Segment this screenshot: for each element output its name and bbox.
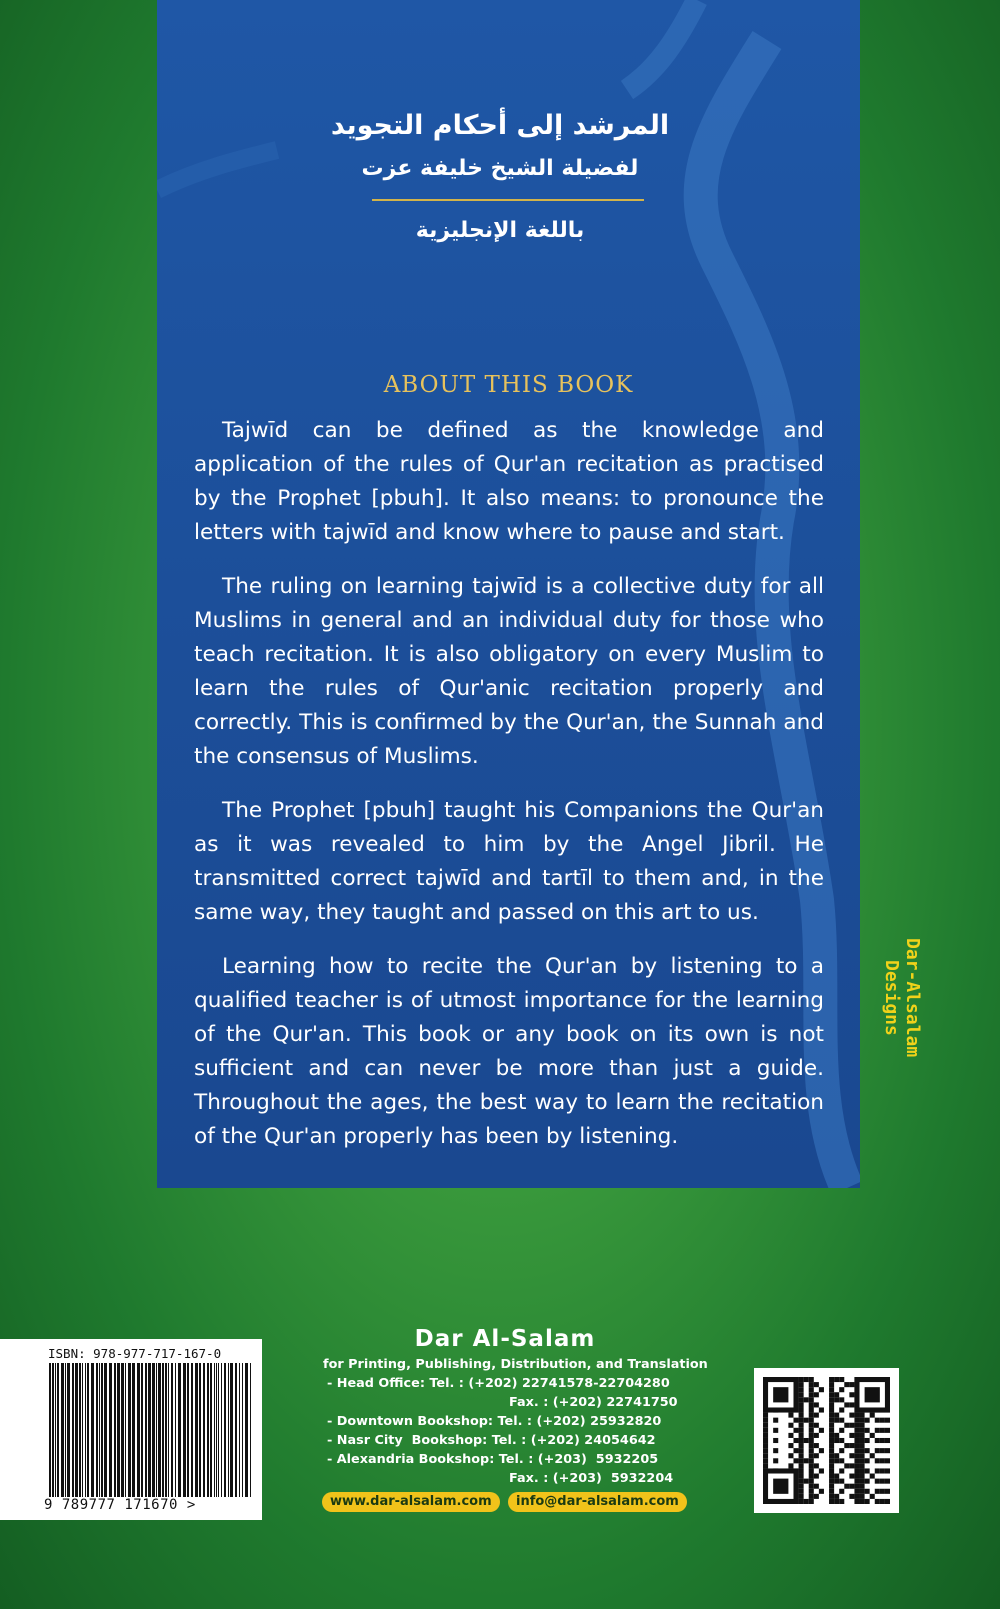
contact-line: Fax. : (+202) 22741750 <box>509 1395 678 1410</box>
isbn-label: ISBN: 978-977-717-167-0 <box>48 1346 222 1361</box>
barcode-digits: 9 789777 171670 > <box>44 1497 196 1513</box>
contact-line: - Downtown Bookshop: Tel. : (+202) 25932820 <box>327 1414 662 1429</box>
barcode-icon <box>47 1363 255 1497</box>
about-paragraph: The Prophet [pbuh] taught his Companions the Qur'an as it was revealed to him by the Angel Jibril. He transmitted correct tajwīd and tartīl to them and, in the same way, they taught and passed on this art to us. <box>194 798 824 925</box>
about-paragraph: Learning how to recite the Qur'an by listening to a qualified teacher is of utmost importance for the learning of the Qur'an. This book or any book on its own is not sufficient and can never be more than just a guide. Throughout the ages, the best way to learn the recitation of the Qur'an properly has been by listening. <box>194 954 824 1149</box>
about-heading: ABOUT THIS BOOK <box>383 372 634 398</box>
contact-line: - Nasr City Bookshop: Tel. : (+202) 24054642 <box>327 1433 656 1448</box>
arabic-title: المرشد إلى أحكام التجويد <box>330 110 670 141</box>
about-paragraph: Tajwīd can be defined as the knowledge and application of the rules of Qur'an recitation as practised by the Prophet [pbuh]. It also means: to pronounce the letters with tajwīd and know where to pause and start. <box>194 418 824 545</box>
contact-line: - Alexandria Bookshop: Tel. : (+203) 5932205 <box>327 1452 659 1467</box>
publisher-tagline: for Printing, Publishing, Distribution, and Translation <box>323 1357 708 1372</box>
contact-line: - Head Office: Tel. : (+202) 22741578-22704280 <box>327 1376 670 1391</box>
qr-code-icon <box>763 1377 890 1504</box>
email-link[interactable]: info@dar-alsalam.com <box>508 1492 687 1512</box>
about-body <box>194 414 824 1174</box>
gold-divider <box>372 199 644 201</box>
website-link[interactable]: www.dar-alsalam.com <box>322 1492 500 1512</box>
about-paragraph: The ruling on learning tajwīd is a collective duty for all Muslims in general and an individual duty for those who teach recitation. It is also obligatory on every Muslim to learn the rules of Qur'anic recitation properly and correctly. This is confirmed by the Qur'an, the Sunnah and the consensus of Muslims. <box>194 574 824 769</box>
contact-line: Fax. : (+203) 5932204 <box>509 1471 674 1486</box>
publisher-name: Dar Al-Salam <box>414 1326 596 1352</box>
arabic-language-note: باللغة الإنجليزية <box>415 218 585 243</box>
designer-credit: Dar-Alsalam Designs <box>881 938 923 1058</box>
arabic-author: لفضيلة الشيخ خليفة عزت <box>361 156 639 181</box>
